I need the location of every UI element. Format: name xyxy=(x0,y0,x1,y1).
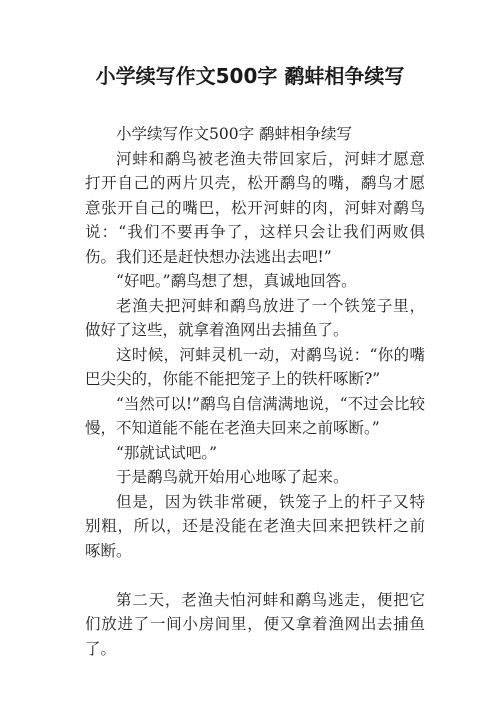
paragraph-6: “当然可以!”鹬鸟自信满满地说，“不过会比较慢，不知道能不能在老渔夫回来之前啄断。” xyxy=(85,394,426,437)
paragraph-4: 老渔夫把河蚌和鹬鸟放进了一个铁笼子里，做好了这些，就拿着渔网出去捕鱼了。 xyxy=(85,296,425,339)
paragraph-5: 这时候，河蚌灵机一动，对鹬鸟说：“你的嘴巴尖尖的，你能不能把笼子上的铁杆啄断?” xyxy=(85,345,425,388)
paragraph-7: “那就试试吧。” xyxy=(116,443,218,462)
paragraph-2: 河蚌和鹬鸟被老渔夫带回家后，河蚌才愿意打开自己的两片贝壳，松开鹬鸟的嘴，鹬鸟才愿意张开自己的嘴巴，松开河蚌的肉，河蚌对鹬鸟说：“我们不要再争了，这样只会让我们两败俱伤。我们还是赶快想办法逃出去吧!” xyxy=(85,149,425,266)
paragraph-10: 第二天，老渔夫怕河蚌和鹬鸟逃走，便把它们放进了一间小房间里，便又拿着渔网出去捕鱼了。 xyxy=(85,590,425,658)
document-title: 小学续写作文500字 鹬蚌相争续写 xyxy=(95,64,405,88)
paragraph-9: 但是，因为铁非常硬，铁笼子上的杆子又特别粗，所以，还是没能在老渔夫回来把铁杆之前啄断。 xyxy=(85,492,425,560)
document-body xyxy=(85,122,425,661)
paragraph-3: “好吧。”鹬鸟想了想，真诚地回答。 xyxy=(116,272,357,290)
paragraph-8: 于是鹬鸟就开始用心地啄了起来。 xyxy=(116,468,349,486)
paragraph-1: 小学续写作文500字 鹬蚌相争续写 xyxy=(116,125,353,143)
